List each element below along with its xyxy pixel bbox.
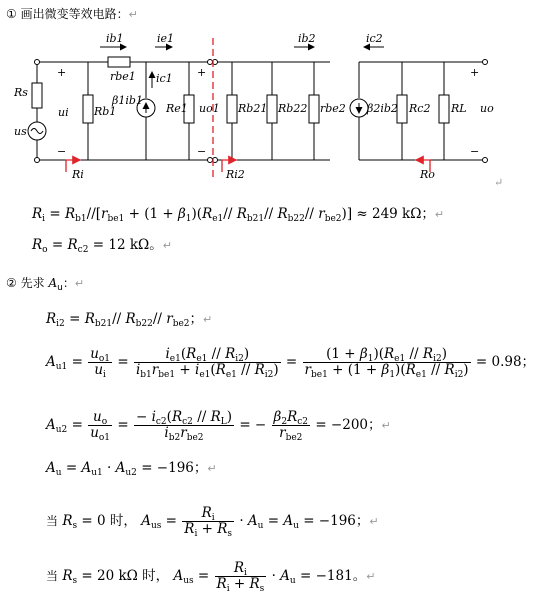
equation-Au2: $A_{u2}$ = $\frac{u_o}{u_{o1}}$ = − $i_{c2}(R_{c2} // R_L)$ $i_{b2}r_{be2}$ = − $\beta_2R_{c2}$ $r_{be2}$ = −200；↵: [46, 409, 391, 443]
Au2-result: = −200；: [315, 417, 382, 433]
label-ui: ui: [58, 106, 69, 119]
Au-result: = −196；: [141, 460, 208, 476]
label-Rs: Rs: [14, 86, 28, 99]
label-beta1ib1: β1ib1: [112, 94, 143, 107]
equation-Au: $A_u = A_{u1} \cdot A_{u2} = -196$；↵: [46, 460, 217, 478]
label-ib2: ib2: [298, 32, 316, 45]
section-1-title: 画出微变等效电路：: [20, 7, 129, 21]
label-Ro: Ro: [420, 168, 435, 181]
label-plus-out: +: [470, 66, 480, 79]
label-Rb21: Rb21: [238, 102, 268, 115]
label-Ri: Ri: [72, 168, 84, 181]
equation-Aus-case1: 当 $R_s = 0$ 时， $A_{us}$ = $\frac{R_i}{R_i + R_s}$ · $A_u = A_u = -196$；↵: [46, 505, 379, 539]
label-ie1: ie1: [157, 32, 175, 45]
Aus-case1-result: = −196；: [303, 513, 370, 529]
label-Re1: Re1: [166, 102, 188, 115]
resistor-RL: [439, 95, 449, 123]
label-us: us: [14, 125, 27, 138]
equation-Ri: $R_i = R_{b1}//[r_{be1} + (1 + \beta_1)(R_{e1}//$ $R_{b21}//$ $R_{b22}//$ $r_{be2})] \approx 249$ kΩ；↵: [32, 206, 445, 224]
label-Ri2: Ri2: [226, 168, 245, 181]
resistor-Rb21: [227, 95, 237, 123]
line-break-mark: ↵: [494, 176, 504, 189]
label-Rb1: Rb1: [94, 105, 117, 118]
Au1-result: = 0.98；: [475, 354, 535, 370]
label-RL: RL: [451, 102, 467, 115]
label-plus-mid: +: [197, 66, 207, 79]
section-2-heading: ② 先求 $A_u$：↵: [6, 276, 85, 293]
Aus-case2-result: = −181。: [300, 568, 367, 584]
line-break-mark: ↵: [128, 8, 138, 21]
resistor-Rb1: [83, 95, 93, 123]
label-uo: uo: [480, 102, 494, 115]
label-ic2: ic2: [366, 32, 383, 45]
label-uo1: uo1: [199, 102, 220, 115]
equation-Ri2: $R_{i2} = R_{b21}//$ $R_{b22}//$ $r_{be2}$；↵: [46, 311, 213, 329]
resistor-Rs: [32, 83, 42, 108]
resistor-Rc2: [397, 95, 407, 123]
resistor-rbe1: [108, 57, 130, 67]
label-Rc2: Rc2: [409, 102, 431, 115]
equation-Aus-case2: 当 $R_s = 20$ kΩ 时， $A_{us}$ = $\frac{R_i}{R_i + R_s}$ · $A_u = -181$。↵: [46, 560, 376, 594]
equation-Au1: $A_{u1}$ = $\frac{u_{o1}}{u_i}$ = $i_{e1}(R_{e1} // R_{i2})$ $i_{b1}r_{be1} + i_{e1}(R_{e1} // R_{i2})$ = $(1 + \beta_1)(R_{e1} // R_{i2})$ $r_{be1} + (1 + \beta_1)(R_{e1} // R_{i2})$ = 0.98；: [46, 346, 535, 380]
label-rbe2: rbe2: [320, 102, 346, 115]
section-1-number: ①: [6, 7, 17, 21]
equivalent-circuit-diagram: [0, 0, 503, 200]
label-minus-mid: −: [197, 145, 207, 158]
label-beta2ib2: β2ib2: [367, 102, 398, 115]
label-Rb22: Rb22: [278, 102, 308, 115]
section-2-title: 先求: [20, 276, 45, 290]
resistor-rbe2: [309, 95, 319, 123]
equation-Ro: $R_o = R_{c2} = 12$ kΩ。↵: [32, 237, 172, 255]
label-minus-in: −: [57, 145, 67, 158]
label-minus-out: −: [470, 145, 480, 158]
label-ic1: ic1: [156, 72, 173, 85]
label-plus-in: +: [57, 66, 67, 79]
section-2-number: ②: [6, 276, 17, 290]
label-ib1: ib1: [106, 32, 124, 45]
Ro-value: = 12 kΩ。: [92, 237, 163, 253]
label-rbe1: rbe1: [110, 70, 136, 83]
resistor-Rb22: [267, 95, 277, 123]
Ri-value: ≈ 249 kΩ；: [356, 206, 435, 222]
